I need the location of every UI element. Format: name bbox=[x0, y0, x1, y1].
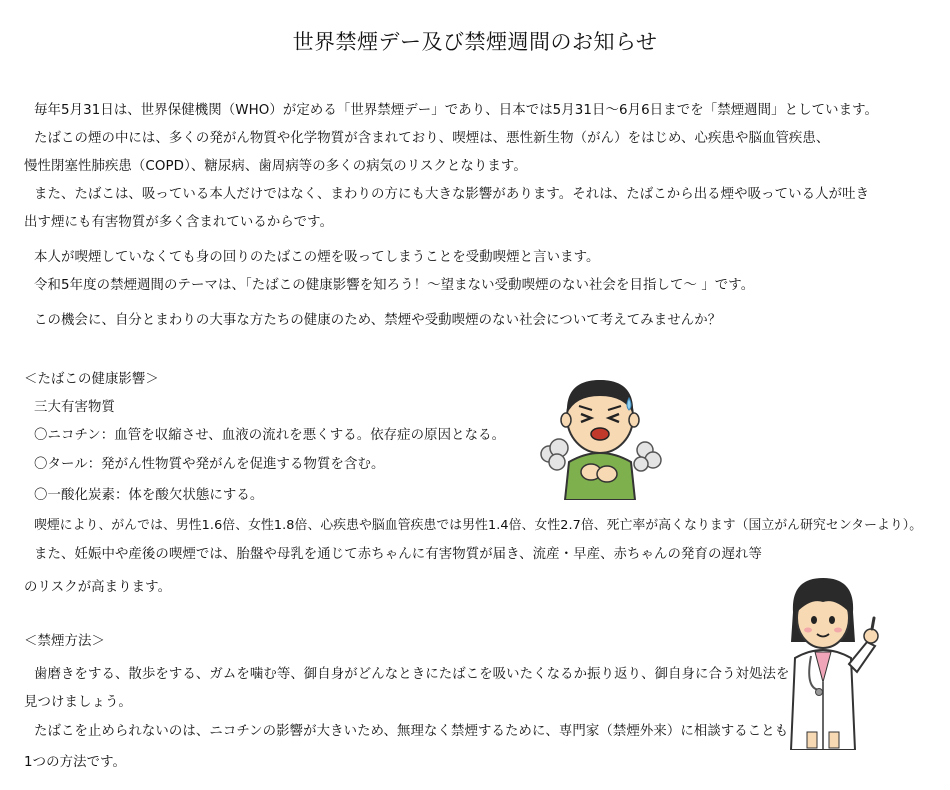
intro-line-4: また、たばこは、吸っている本人だけではなく、まわりの方にも大きな影響があります。それは、たばこから出る煙や吸っている人が吐き bbox=[34, 187, 870, 202]
intro-line-7: 令和5年度の禁煙週間のテーマは、「たばこの健康影響を知ろう！～望まない受動喫煙のない社会を目指して～ 」です。 bbox=[34, 278, 755, 293]
health-item-carbon-monoxide: 〇一酸化炭素：体を酸欠状態にする。 bbox=[34, 488, 264, 503]
intro-line-2: たばこの煙の中には、多くの発がん物質や化学物質が含まれており、喫煙は、悪性新生物（がん）をはじめ、心疾患や脳血管疾患、 bbox=[34, 131, 830, 146]
intro-line-5: 出す煙にも有害物質が多く含まれているからです。 bbox=[24, 215, 334, 230]
health-heading: ＜たばこの健康影響＞ bbox=[24, 372, 159, 387]
methods-line-1: 歯磨きをする、散歩をする、ガムを噛む等、御自身がどんなときにたばこを吸いたくなるか振り返り、御自身に合う対処法を bbox=[34, 667, 790, 682]
intro-line-6: 本人が喫煙していなくても身の回りのたばこの煙を吸ってしまうことを受動喫煙と言います。 bbox=[34, 250, 600, 265]
page-title: 世界禁煙デー及び禁煙週間のお知らせ bbox=[292, 30, 658, 54]
doctor-illustration bbox=[775, 572, 885, 750]
health-pregnancy-line-2: のリスクが高まります。 bbox=[24, 580, 172, 595]
health-stats: 喫煙により、がんでは、男性1.6倍、女性1.8倍、心疾患や脳血管疾患では男性1.4倍、女性2.7倍、死亡率が高くなります（国立がん研究センターより）。 bbox=[34, 518, 923, 533]
health-item-tar: 〇タール：発がん性物質や発がんを促進する物質を含む。 bbox=[34, 457, 385, 472]
methods-line-2: 見つけましょう。 bbox=[24, 695, 132, 710]
health-pregnancy-line-1: また、妊娠中や産後の喫煙では、胎盤や母乳を通じて赤ちゃんに有害物質が届き、流産・早産、赤ちゃんの発育の遅れ等 bbox=[34, 547, 762, 562]
methods-line-3: たばこを止められないのは、ニコチンの影響が大きいため、無理なく禁煙するために、専門家（禁煙外来）に相談することも bbox=[34, 724, 789, 739]
coughing-man-illustration bbox=[535, 372, 665, 500]
health-item-nicotine: 〇ニコチン：血管を収縮させ、血液の流れを悪くする。依存症の原因となる。 bbox=[34, 428, 506, 443]
methods-heading: ＜禁煙方法＞ bbox=[24, 634, 105, 649]
health-subheading: 三大有害物質 bbox=[34, 400, 115, 415]
methods-line-4: 1つの方法です。 bbox=[24, 755, 126, 770]
intro-line-1: 毎年5月31日は、世界保健機関（WHO）が定める「世界禁煙デー」であり、日本では5月31日～6月6日までを「禁煙週間」としています。 bbox=[34, 103, 879, 118]
intro-line-8: この機会に、自分とまわりの大事な方たちの健康のため、禁煙や受動喫煙のない社会について考えてみませんか？ bbox=[34, 313, 722, 328]
intro-line-3: 慢性閉塞性肺疾患（COPD）、糖尿病、歯周病等の多くの病気のリスクとなります。 bbox=[24, 159, 527, 174]
